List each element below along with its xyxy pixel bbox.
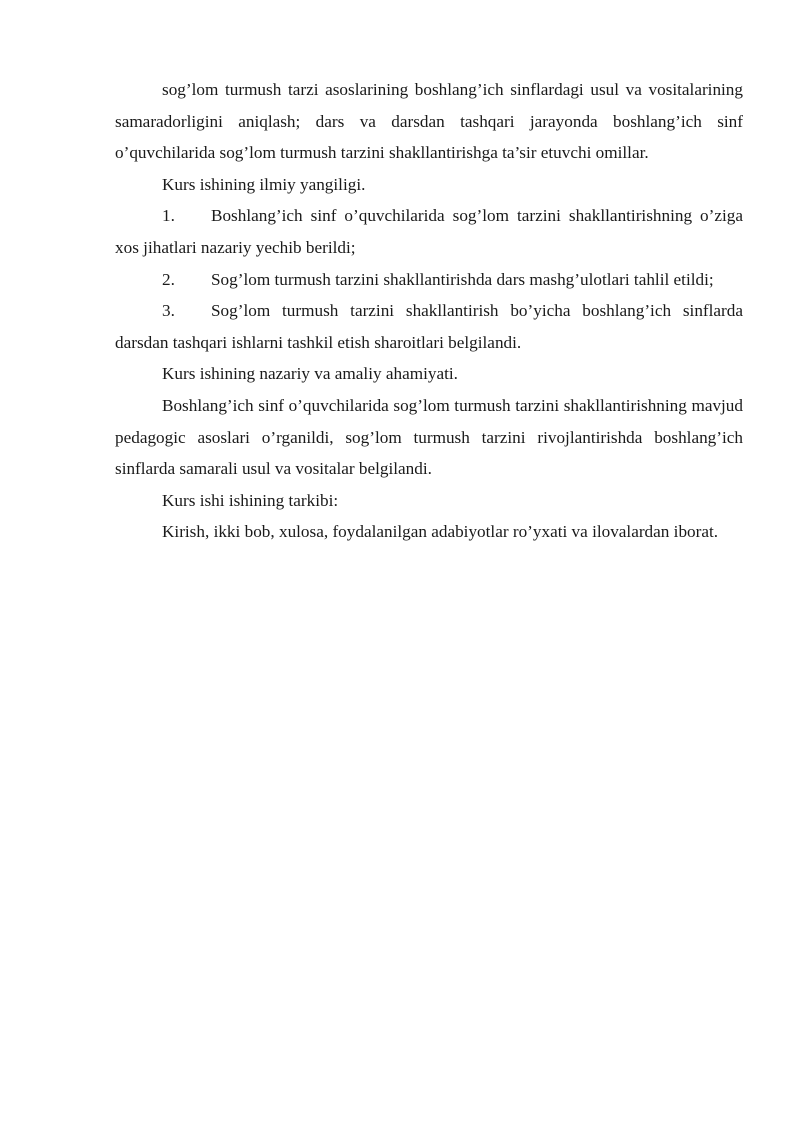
- significance-heading: Kurs ishining nazariy va amaliy ahamiyati.: [162, 364, 458, 384]
- structure-paragraph: Kirish, ikki bob, xulosa, foydalanilgan adabiyotlar ro’yxati va ilovalardan iborat.: [162, 522, 719, 542]
- novelty-item-1: [115, 200, 743, 263]
- list-number: 1.: [162, 206, 175, 226]
- document-page: [115, 74, 743, 548]
- list-item-text: Sog’lom turmush tarzini shakllantirishda dars mashg’ulotlari tahlil etildi;: [211, 269, 714, 289]
- novelty-heading: Kurs ishining ilmiy yangiligi.: [162, 174, 366, 194]
- list-number: 3.: [162, 301, 175, 321]
- novelty-item-3: [115, 295, 743, 358]
- list-item-text: Boshlang’ich sinf o’quvchilarida sog’lom tarzini shakllantirishning o’ziga xos jihatlari nazariy yechib berildi;: [115, 206, 743, 257]
- intro-paragraph: sog’lom turmush tarzi asoslarining boshlang’ich sinflardagi usul va vositalarining samaradorligini aniqlash; dars va darsdan tashqari jarayonda boshlang’ich sinf o’quvchilarida sog’lom turmush tarzini shakllantirishga ta’sir etuvchi omillar.: [115, 80, 743, 163]
- novelty-item-2: [115, 264, 743, 296]
- list-item-text: Sog’lom turmush tarzini shakllantirish bo’yicha boshlang’ich sinflarda darsdan tashqari ishlarni tashkil etish sharoitlari belgilandi.: [115, 301, 743, 352]
- significance-paragraph: Boshlang’ich sinf o’quvchilarida sog’lom turmush tarzini shakllantirishning mavjud pedagogic asoslari o’rganildi, sog’lom turmush tarzini rivojlantirishda boshlang’ich sinflarda samarali usul va vositalar belgilandi.: [115, 395, 743, 479]
- list-number: 2.: [162, 269, 175, 289]
- structure-heading: Kurs ishi ishining tarkibi:: [162, 490, 339, 510]
